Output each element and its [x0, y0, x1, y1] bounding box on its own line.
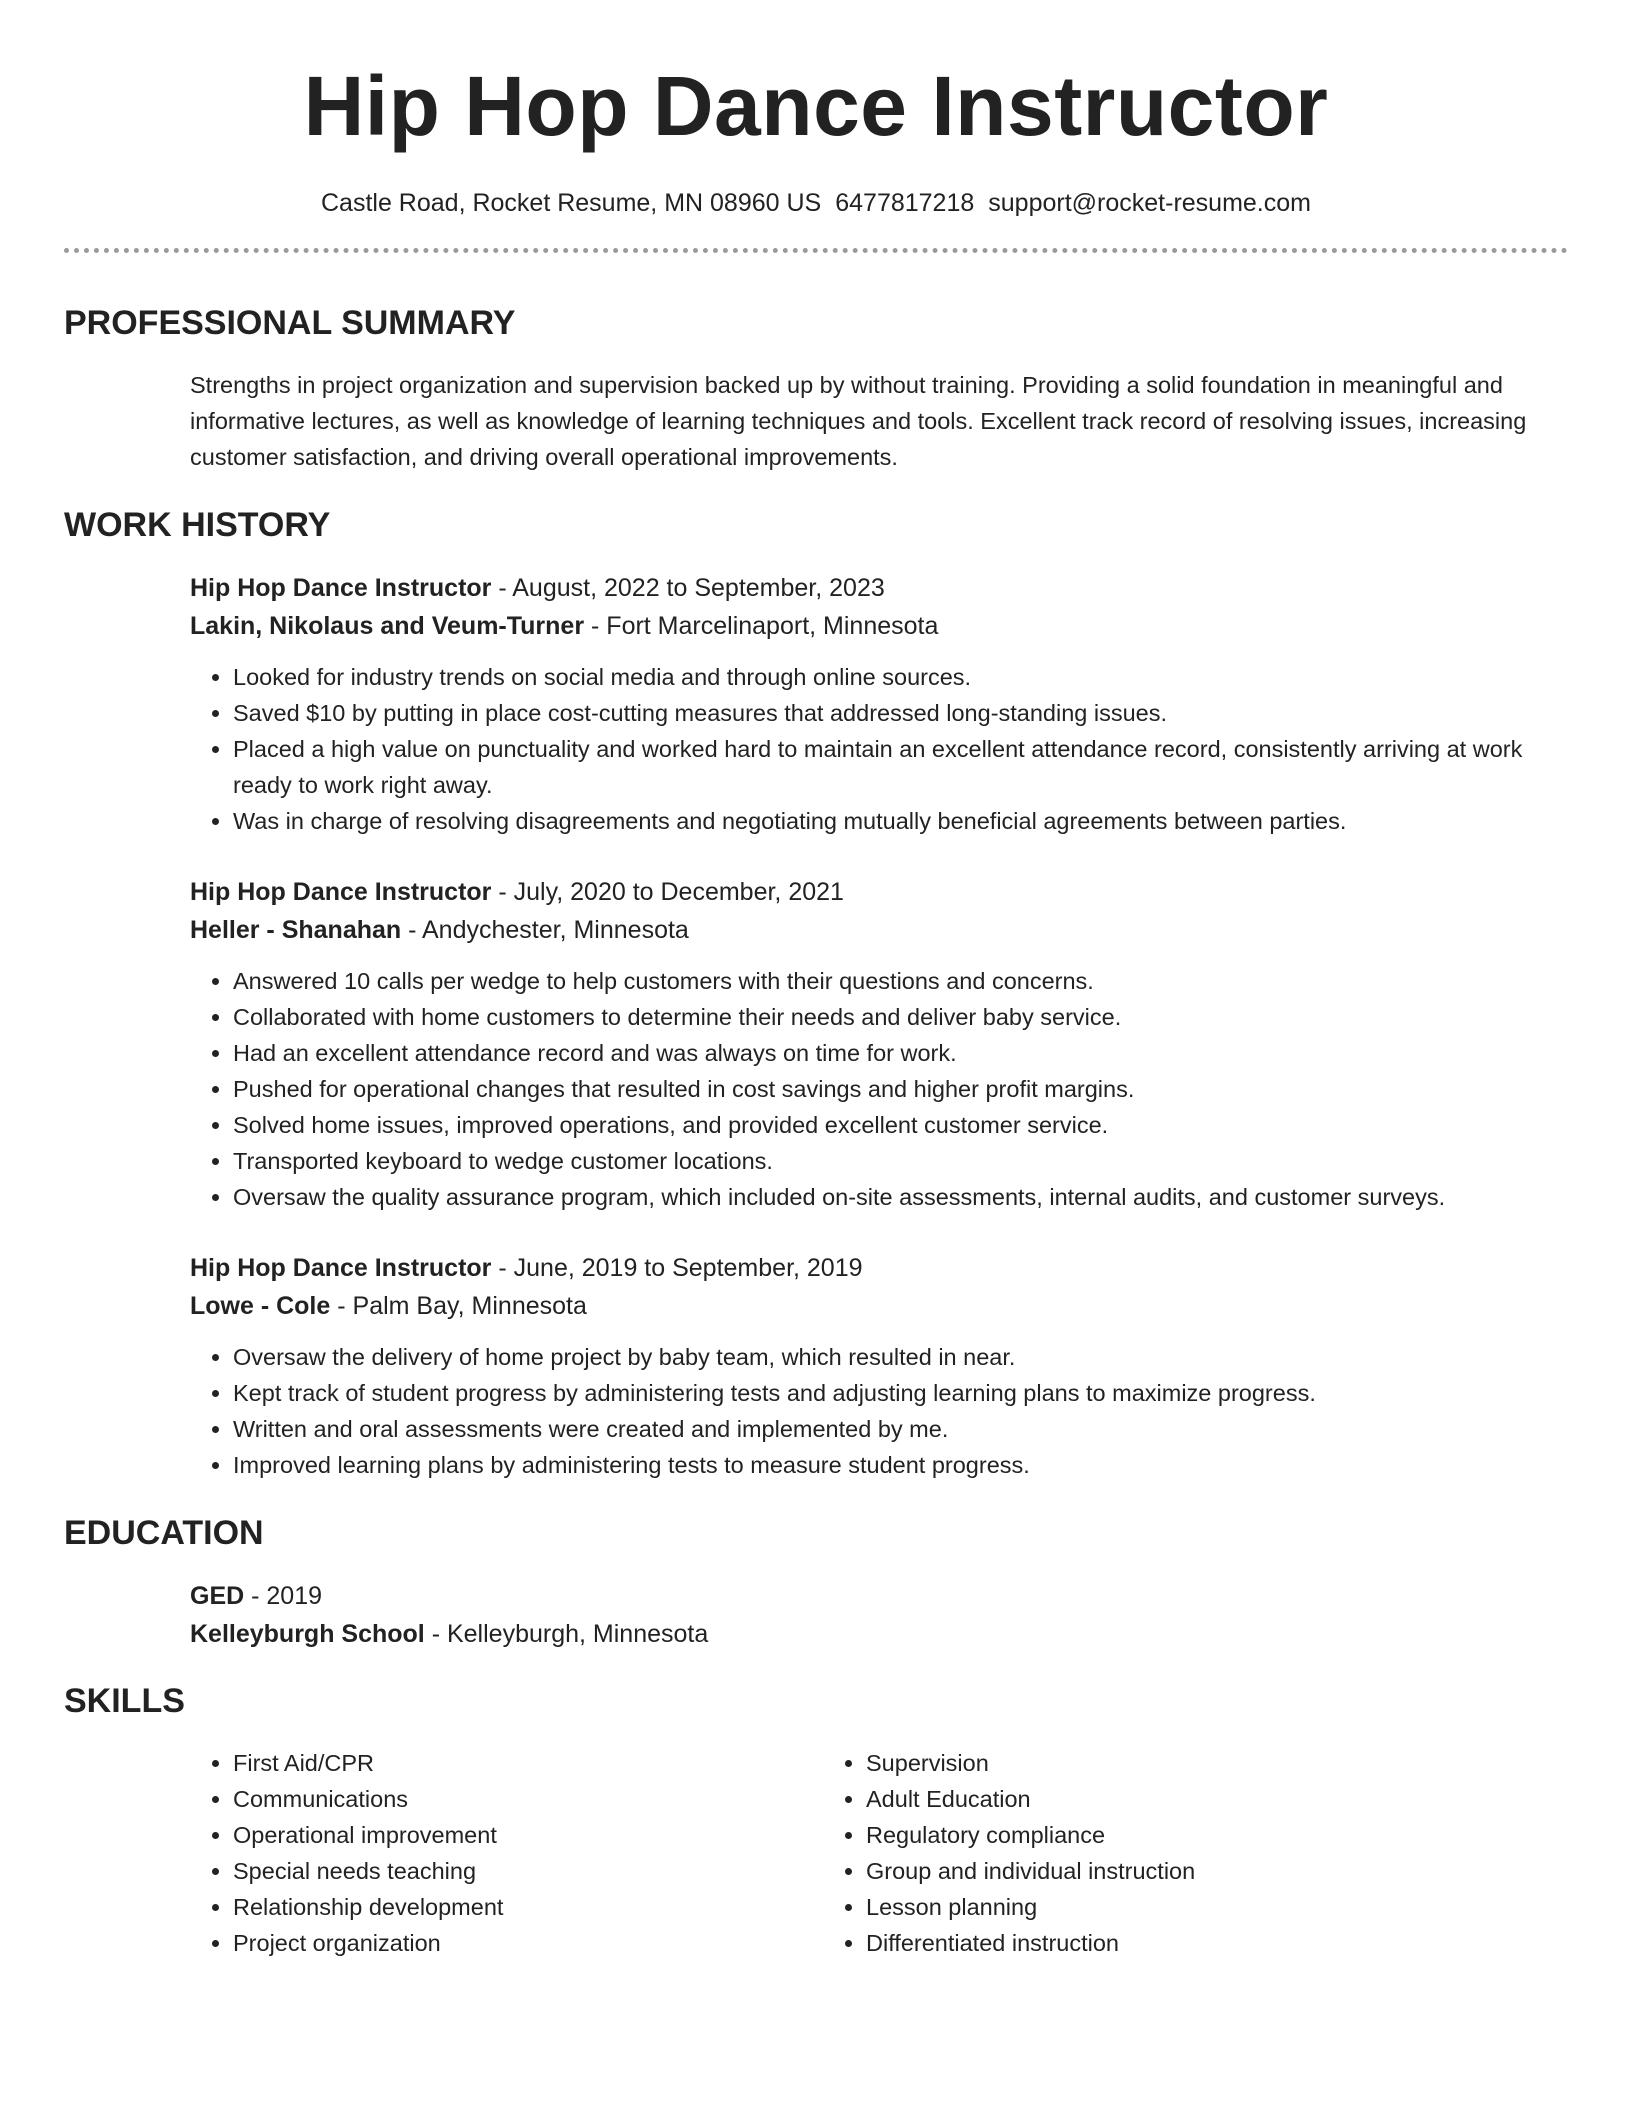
section-title-summary: PROFESSIONAL SUMMARY — [64, 304, 516, 342]
job-company: Lakin, Nikolaus and Veum-Turner — [190, 612, 585, 640]
job-location: - Palm Bay, Minnesota — [330, 1292, 587, 1320]
skills-list-right — [823, 1745, 1456, 1961]
school-line — [190, 1615, 1568, 1653]
job-dates: - July, 2020 to December, 2021 — [491, 878, 844, 906]
skill-item: • Group and individual instruction — [866, 1853, 1456, 1889]
skill-item: • Relationship development — [233, 1889, 823, 1925]
skills-list-left — [190, 1745, 823, 1961]
skills-section — [64, 1681, 1568, 1961]
skill-item: • Differentiated instruction — [866, 1925, 1456, 1961]
header-divider — [64, 248, 1568, 253]
list-item: • Looked for industry trends on social media and through online sources. — [233, 659, 1568, 695]
job-role: Hip Hop Dance Instructor — [190, 574, 492, 602]
summary-text: Strengths in project organization and supervision backed up by without training. Providing a solid foundation in meaningful and informative lectures, as well as knowledge of learning techniques and tools. Excellent track record of resolving issues, increasing customer satisfaction, and driving overall operational improvements. — [190, 372, 1527, 470]
resume-header — [64, 0, 1568, 253]
school-location: - Kelleyburgh, Minnesota — [424, 1620, 709, 1648]
contact-line — [64, 188, 1568, 218]
list-item: • Solved home issues, improved operations, and provided excellent customer service. — [233, 1107, 1568, 1143]
skill-item: • Special needs teaching — [233, 1853, 823, 1889]
skill-item: • Adult Education — [866, 1781, 1456, 1817]
job-dates: - June, 2019 to September, 2019 — [491, 1254, 863, 1282]
skill-item: • Supervision — [866, 1745, 1456, 1781]
job-role: Hip Hop Dance Instructor — [190, 878, 492, 906]
section-title-education: EDUCATION — [64, 1514, 264, 1552]
candidate-name: Hip Hop Dance Instructor — [303, 59, 1329, 153]
job-bullets — [190, 659, 1568, 839]
school-name: Kelleyburgh School — [190, 1620, 425, 1648]
job-title-line — [190, 1249, 1568, 1287]
list-item: • Placed a high value on punctuality and worked hard to maintain an excellent attendance record, consistently arriving at work ready to work right away. — [233, 731, 1568, 803]
summary-section — [64, 303, 1568, 475]
job-company-line — [190, 607, 1568, 645]
skill-item: • Communications — [233, 1781, 823, 1817]
list-item: • Answered 10 calls per wedge to help customers with their questions and concerns. — [233, 963, 1568, 999]
job-title-line — [190, 569, 1568, 607]
skill-item: • First Aid/CPR — [233, 1745, 823, 1781]
section-title-skills: SKILLS — [64, 1682, 185, 1720]
job-bullets — [190, 1339, 1568, 1483]
degree-line — [190, 1577, 1568, 1615]
skills-columns — [190, 1745, 1568, 1961]
list-item: • Transported keyboard to wedge customer locations. — [233, 1143, 1568, 1179]
job-company: Lowe - Cole — [190, 1292, 331, 1320]
email: support@rocket-resume.com — [988, 189, 1311, 217]
skill-item: • Lesson planning — [866, 1889, 1456, 1925]
job-entry — [190, 1249, 1568, 1483]
job-company-line — [190, 1287, 1568, 1325]
job-entry — [190, 569, 1568, 839]
education-entry — [190, 1577, 1568, 1653]
job-location: - Fort Marcelinaport, Minnesota — [584, 612, 939, 640]
address: Castle Road, Rocket Resume, MN 08960 US — [321, 189, 822, 217]
list-item: • Kept track of student progress by administering tests and adjusting learning plans to maximize progress. — [233, 1375, 1568, 1411]
list-item: • Oversaw the delivery of home project by baby team, which resulted in near. — [233, 1339, 1568, 1375]
list-item: • Was in charge of resolving disagreements and negotiating mutually beneficial agreements between parties. — [233, 803, 1568, 839]
job-location: - Andychester, Minnesota — [401, 916, 689, 944]
list-item: • Pushed for operational changes that resulted in cost savings and higher profit margins. — [233, 1071, 1568, 1107]
skill-item: • Regulatory compliance — [866, 1817, 1456, 1853]
list-item: • Collaborated with home customers to determine their needs and deliver baby service. — [233, 999, 1568, 1035]
skill-item: • Operational improvement — [233, 1817, 823, 1853]
job-title-line — [190, 873, 1568, 911]
section-title-work: WORK HISTORY — [64, 506, 331, 544]
list-item: • Written and oral assessments were created and implemented by me. — [233, 1411, 1568, 1447]
job-company: Heller - Shanahan — [190, 916, 402, 944]
phone: 6477817218 — [835, 189, 975, 217]
list-item: • Improved learning plans by administering tests to measure student progress. — [233, 1447, 1568, 1483]
skill-item: • Project organization — [233, 1925, 823, 1961]
job-company-line — [190, 911, 1568, 949]
job-dates: - August, 2022 to September, 2023 — [491, 574, 885, 602]
job-entry — [190, 873, 1568, 1215]
degree: GED — [190, 1582, 245, 1610]
work-history-section — [64, 505, 1568, 1483]
list-item: • Had an excellent attendance record and was always on time for work. — [233, 1035, 1568, 1071]
job-bullets — [190, 963, 1568, 1215]
degree-year: - 2019 — [244, 1582, 323, 1610]
list-item: • Saved $10 by putting in place cost-cutting measures that addressed long-standing issues. — [233, 695, 1568, 731]
education-section — [64, 1513, 1568, 1653]
job-role: Hip Hop Dance Instructor — [190, 1254, 492, 1282]
list-item: • Oversaw the quality assurance program, which included on-site assessments, internal audits, and customer surveys. — [233, 1179, 1568, 1215]
